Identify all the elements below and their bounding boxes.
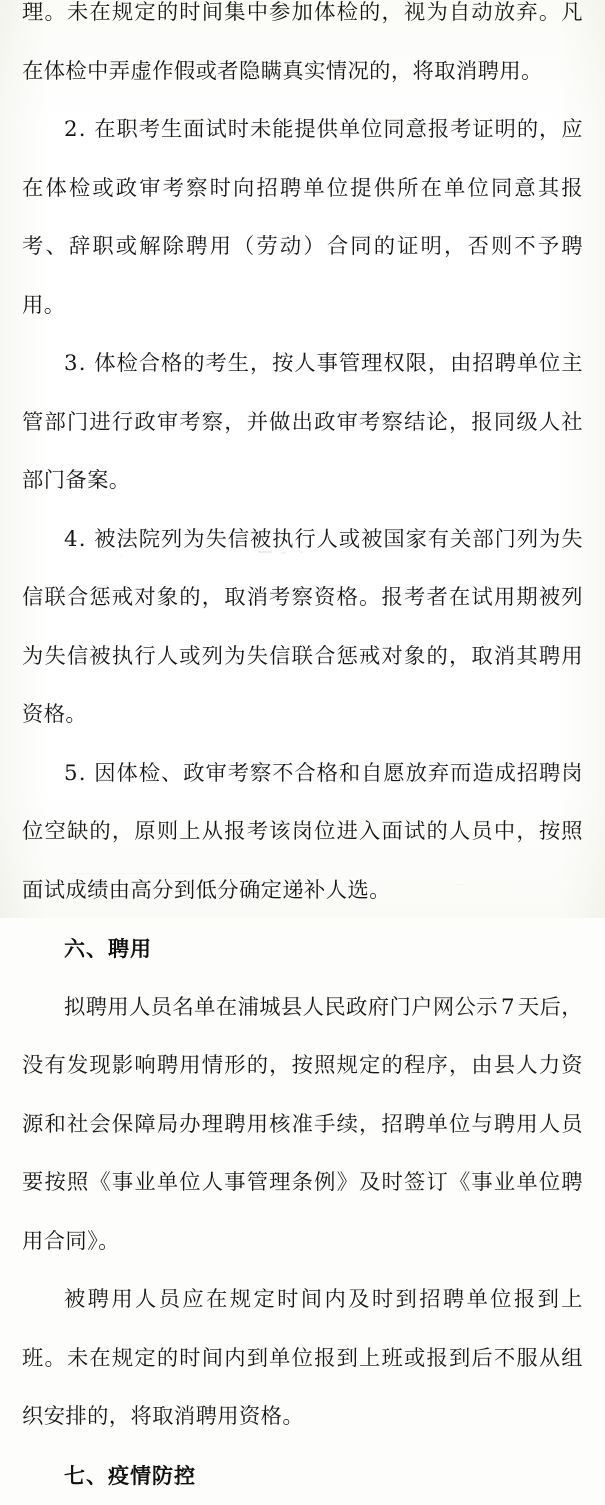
item-text-2: 在职考生面试时未能提供单位同意报考证明的，应在体检或政审考察时向招聘单位提供所在单位同意其报考、辞职或解除聘用（劳动）合同的证明，否则不予聘用。	[22, 117, 583, 318]
publicity-days-value: 7	[498, 995, 518, 1020]
paragraph-employment-publicity	[22, 979, 583, 1272]
item-number-5: 5.	[64, 761, 94, 786]
paragraph-text-after-digit: 天后，没有发现影响聘用情形的，按照规定的程序，由县人力资源和社会保障局办理聘用核准手续，招聘单位与聘用人员要按照《事业单位人事管理条例》及时签订《事业单位聘用合同》。	[22, 995, 583, 1254]
paragraph-text-before-digit: 拟聘用人员名单在浦城县人民政府门户网公示	[64, 995, 498, 1020]
numbered-item-2	[22, 101, 583, 335]
document-text-column	[22, 0, 583, 1505]
numbered-item-4	[22, 511, 583, 745]
section-heading-six-employment: 六、聘用	[22, 920, 583, 979]
numbered-item-5	[22, 745, 583, 921]
paragraph-continued-rule-1: 理。未在规定的时间集中参加体检的，视为自动放弃。凡在体检中弄虚作假或者隐瞒真实情况的，将取消聘用。	[22, 0, 583, 101]
paragraph-report-for-duty: 被聘用人员应在规定时间内及时到招聘单位报到上班。未在规定的时间内到单位报到上班或报到后不服从组织安排的，将取消聘用资格。	[22, 1271, 583, 1447]
numbered-item-3	[22, 335, 583, 511]
item-number-3: 3.	[64, 351, 94, 376]
item-text-4: 被法院列为失信被执行人或被国家有关部门列为失信联合惩戒对象的，取消考察资格。报考者在试用期被列为失信被执行人或列为失信联合惩戒对象的，取消其聘用资格。	[22, 527, 583, 728]
item-text-3: 体检合格的考生，按人事管理权限，由招聘单位主管部门进行政审考察，并做出政审考察结论，报同级人社部门备案。	[22, 351, 583, 493]
section-heading-seven-epidemic-prevention: 七、疫情防控	[22, 1447, 583, 1505]
item-text-5: 因体检、政审考察不合格和自愿放弃而造成招聘岗位空缺的，原则上从报考该岗位进入面试的人员中，按照面试成绩由高分到低分确定递补人选。	[22, 761, 583, 903]
item-number-2: 2.	[64, 117, 94, 142]
item-number-4: 4.	[64, 527, 94, 552]
